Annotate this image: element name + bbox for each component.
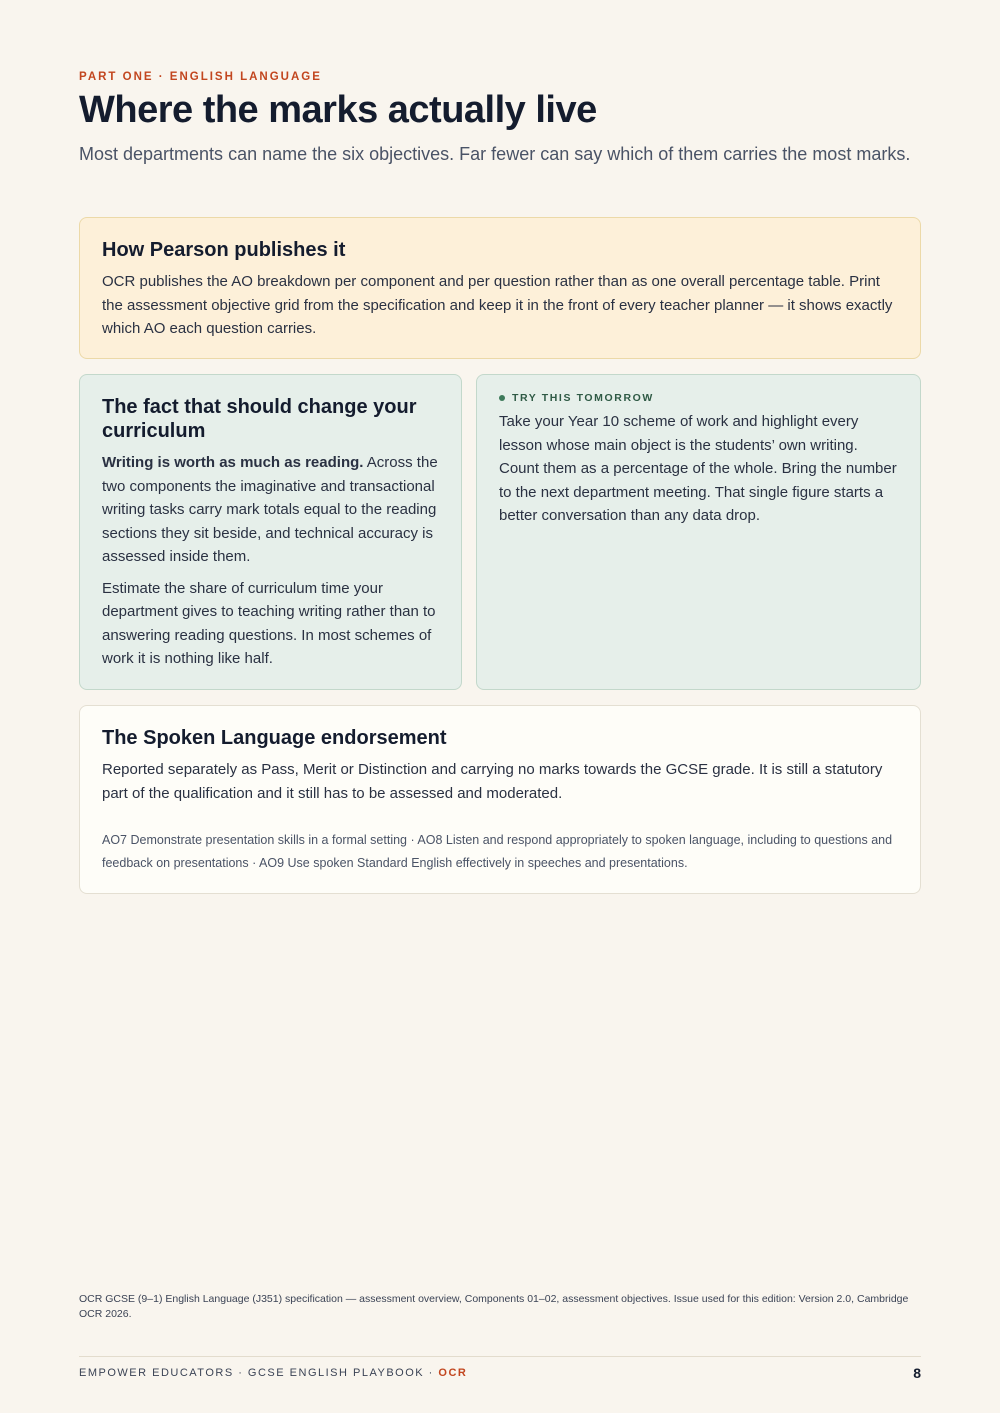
spoken-objectives: AO7 Demonstrate presentation skills in a formal setting · AO8 Listen and respond appropriately to spoken language, including to questions and feedback on presentations · AO9 Use spoken Standard English effectively in speeches and presentations. <box>102 833 893 870</box>
callout-title: How Pearson publishes it <box>102 239 346 261</box>
page-lede: Most departments can name the six objectives. Far fewer can say which of them carries the most marks. <box>79 144 911 164</box>
footer-brand: OCR <box>438 1367 468 1379</box>
fact-lead-text: Across the two components the imaginative and transactional writing tasks carry mark totals equal to the reading sections they sit beside, and technical accuracy is assessed inside them. <box>102 454 438 565</box>
try-tomorrow-body: Take your Year 10 scheme of work and highlight every lesson whose main object is the students’ own writing. Count them as a percentage of the whole. Bring the number to the next department meeting. That single figure starts a better conversation than any data drop. <box>499 413 897 524</box>
spoken-title: The Spoken Language endorsement <box>102 727 447 749</box>
publishing-callout <box>79 217 921 359</box>
page <box>79 0 921 1413</box>
try-tomorrow-card <box>476 374 921 690</box>
callout-body: OCR publishes the AO breakdown per component and per question rather than as one overall percentage table. Print the assessment objective grid from the specification and keep it in the front of every teacher planner — it shows exactly which AO each question carries. <box>102 273 893 337</box>
fact-lead-bold: Writing is worth as much as reading. <box>102 454 364 471</box>
footer-publisher: EMPOWER EDUCATORS · GCSE ENGLISH PLAYBOOK · <box>79 1367 439 1379</box>
curriculum-fact-card <box>79 374 462 690</box>
spoken-body: Reported separately as Pass, Merit or Distinction and carrying no marks towards the GCSE grade. It is still a statutory part of the qualification and it still has to be assessed and moderated. <box>102 761 883 802</box>
footer-divider <box>79 1356 921 1357</box>
fact-paragraph <box>102 451 439 569</box>
page-title: Where the marks actually live <box>79 89 597 131</box>
page-number: 8 <box>913 1365 921 1381</box>
source-note: OCR GCSE (9–1) English Language (J351) specification — assessment overview, Components 01–02, assessment objectives. Issue used for this edition: Version 2.0, Cambridge OCR 2026. <box>79 1293 909 1320</box>
section-eyebrow: PART ONE · ENGLISH LANGUAGE <box>79 71 322 83</box>
try-tomorrow-tag <box>499 392 898 404</box>
try-tomorrow-label: TRY THIS TOMORROW <box>512 392 654 404</box>
bullet-dot-icon <box>499 395 505 401</box>
fact-title: The fact that should change your curriculum <box>102 396 417 442</box>
fact-second-paragraph: Estimate the share of curriculum time your department gives to teaching writing rather than to answering reading questions. In most schemes of work it is nothing like half. <box>102 579 436 667</box>
footer-credit <box>79 1367 467 1379</box>
spoken-language-card <box>79 705 921 894</box>
